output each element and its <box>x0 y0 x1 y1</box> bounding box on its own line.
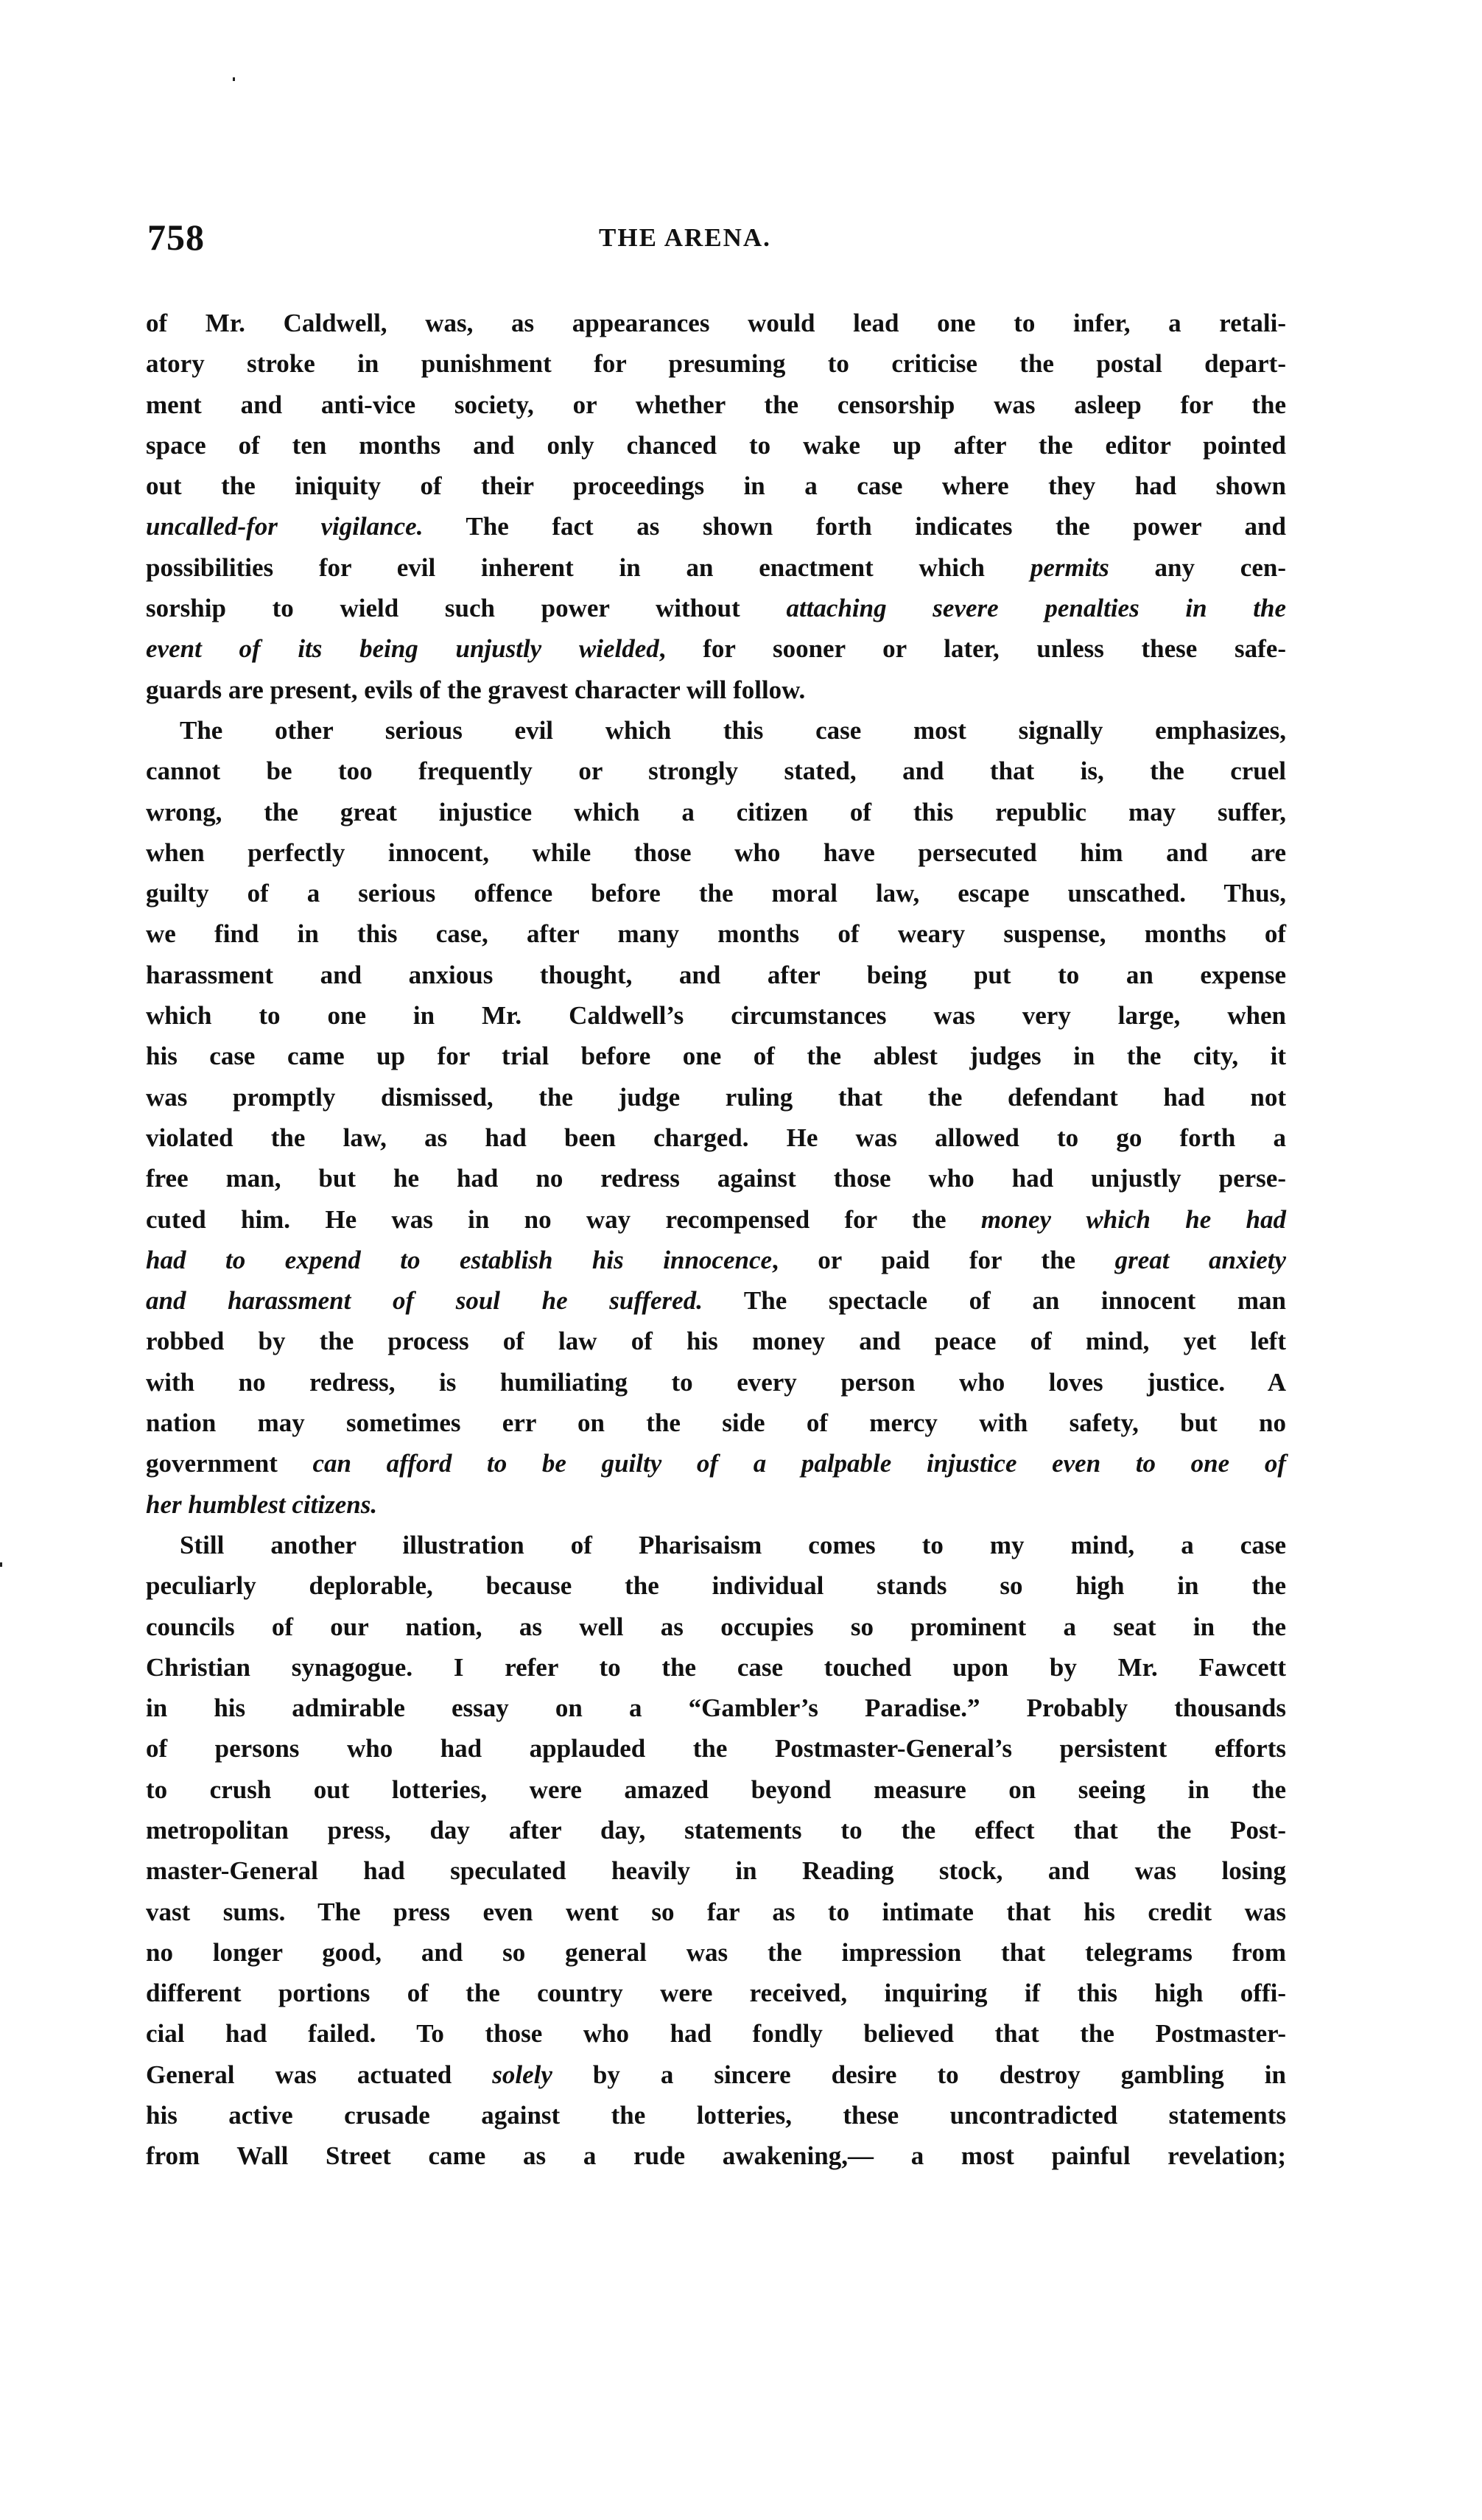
text-run: harassment and anxious thought, and after being put to an expense <box>146 960 1286 989</box>
text-run: government <box>146 1449 313 1478</box>
text-line <box>146 751 1286 791</box>
text-run: his case came up for trial before one of the ablest judges in the city, it <box>146 1042 1286 1071</box>
text-line <box>146 588 1286 628</box>
text-line <box>146 832 1286 873</box>
text-line <box>146 1443 1286 1484</box>
text-run: master-General had speculated heavily in Reading stock, and was losing <box>146 1856 1286 1886</box>
italic-text: event of its being unjustly wielded <box>146 634 659 664</box>
body-text <box>146 303 1286 2177</box>
text-run: councils of our nation, as well as occupies so prominent a seat in the <box>146 1612 1286 1641</box>
text-line <box>146 343 1286 384</box>
paragraph <box>146 303 1286 710</box>
text-run: wrong, the great injustice which a citizen of this republic may suffer, <box>146 797 1286 826</box>
text-run: possibilities for evil inherent in an enactment which <box>146 552 1030 582</box>
text-run: with no redress, is humiliating to every person who loves justice. A <box>146 1367 1286 1397</box>
text-run: cuted him. He was in no way recompensed for the <box>146 1204 981 1234</box>
text-run: The other serious evil which this case most signally emphasizes, <box>180 715 1286 745</box>
text-run: ment and anti-vice society, or whether the censorship was asleep for the <box>146 390 1286 419</box>
text-line <box>146 1973 1286 2013</box>
text-run: of Mr. Caldwell, was, as appearances would lead one to infer, a retali- <box>146 309 1286 337</box>
text-run: nation may sometimes err on the side of mercy with safety, but no <box>146 1408 1286 1438</box>
text-line <box>146 2095 1286 2135</box>
italic-text: solely <box>492 2060 552 2089</box>
text-run: robbed by the process of law of his money and peace of mind, yet left <box>146 1327 1286 1356</box>
italic-text: had to expend to establish his innocence <box>146 1245 773 1274</box>
paragraph <box>146 710 1286 1525</box>
text-run: his active crusade against the lotteries, these uncontradicted statements <box>146 2101 1286 2130</box>
text-line <box>146 547 1286 588</box>
text-run: , for sooner or later, unless these safe- <box>659 634 1286 664</box>
paragraph <box>146 1525 1286 2177</box>
text-line <box>146 955 1286 995</box>
text-line <box>146 1565 1286 1606</box>
text-run: cannot be too frequently or strongly stated, and that is, the cruel <box>146 757 1286 786</box>
text-line <box>146 995 1286 1036</box>
running-head: THE ARENA. <box>599 223 771 252</box>
text-line <box>146 1525 1286 1565</box>
text-run: no longer good, and so general was the impression that telegrams from <box>146 1937 1286 1967</box>
text-run: by a sincere desire to destroy gambling in <box>552 2060 1286 2089</box>
text-line <box>146 1607 1286 1647</box>
text-line <box>146 1117 1286 1158</box>
text-run: different portions of the country were received, inquiring if this high offi- <box>146 1979 1286 2008</box>
text-run: sorship to wield such power without <box>146 594 787 623</box>
text-run: to crush out lotteries, were amazed beyond measure on seeing in the <box>146 1775 1286 1804</box>
italic-text: money which he had <box>980 1204 1287 1234</box>
text-line <box>146 1321 1286 1361</box>
text-run: from Wall Street came as a rude awakening,— a most painful revelation; <box>146 2141 1286 2171</box>
text-run: guilty of a serious offence before the moral law, escape unscathed. Thus, <box>146 879 1286 908</box>
text-line <box>146 710 1286 751</box>
text-line <box>146 2135 1286 2176</box>
italic-text: permits <box>1030 552 1109 582</box>
text-run: cial had failed. To those who had fondly believed that the Postmaster- <box>146 2019 1286 2049</box>
text-line <box>146 2013 1286 2054</box>
text-line <box>146 1892 1286 1932</box>
text-line <box>146 1850 1286 1891</box>
text-run: vast sums. The press even went so far as to intimate that his credit was <box>146 1897 1286 1926</box>
text-run: of persons who had applauded the Postmaster-General’s persistent efforts <box>146 1734 1286 1763</box>
text-line <box>146 506 1286 547</box>
page-header <box>146 215 1285 259</box>
text-line <box>146 913 1286 954</box>
scan-speck <box>0 1562 2 1567</box>
text-run: which to one in Mr. Caldwell’s circumstances was very large, when <box>146 1001 1286 1031</box>
text-run: , or paid for the <box>772 1245 1115 1274</box>
text-run: guards are present, evils of the gravest character will follow. <box>146 675 806 704</box>
text-line <box>146 1362 1286 1403</box>
italic-text: great anxiety <box>1114 1245 1286 1274</box>
text-line <box>146 1688 1286 1728</box>
text-line <box>146 1769 1286 1810</box>
scan-speck <box>233 77 235 81</box>
text-run: The spectacle of an innocent man <box>702 1286 1286 1316</box>
text-run: space of ten months and only chanced to wake up after the editor pointed <box>146 430 1286 460</box>
text-line <box>146 792 1286 832</box>
text-line <box>146 1932 1286 1973</box>
text-run: when perfectly innocent, while those who have persecuted him and are <box>146 838 1286 867</box>
text-line <box>146 1280 1286 1321</box>
text-line <box>146 385 1286 425</box>
text-run: any cen- <box>1109 552 1286 582</box>
text-line <box>146 1158 1286 1198</box>
text-run: The fact as shown forth indicates the power and <box>423 512 1286 541</box>
text-line <box>146 1728 1286 1769</box>
text-run: peculiarly deplorable, because the individual stands so high in the <box>146 1571 1286 1601</box>
italic-text: attaching severe penalties in the <box>786 594 1286 623</box>
text-line <box>146 303 1286 343</box>
italic-text: and harassment of soul he suffered. <box>146 1286 703 1316</box>
text-line <box>146 1403 1286 1443</box>
text-line <box>146 1647 1286 1688</box>
italic-text: her humblest citizens. <box>146 1489 378 1519</box>
text-line <box>146 628 1286 669</box>
text-line <box>146 1036 1286 1076</box>
text-line <box>146 1240 1286 1280</box>
text-run: metropolitan press, day after day, statements to the effect that the Post- <box>146 1815 1286 1845</box>
text-run: Still another illustration of Pharisaism comes to my mind, a case <box>180 1530 1286 1559</box>
text-line <box>146 1484 1286 1525</box>
text-run: violated the law, as had been charged. He was allowed to go forth a <box>146 1123 1286 1152</box>
text-line <box>146 425 1286 466</box>
text-run: in his admirable essay on a “Gambler’s Paradise.” Probably thousands <box>146 1694 1286 1723</box>
text-line <box>146 1199 1286 1240</box>
page-number: 758 <box>147 217 205 258</box>
text-line <box>146 670 1286 710</box>
italic-text: can afford to be guilty of a palpable injustice even to one of <box>312 1449 1286 1478</box>
text-run: free man, but he had no redress against those who had unjustly perse- <box>146 1164 1286 1193</box>
text-run: Christian synagogue. I refer to the case touched upon by Mr. Fawcett <box>146 1652 1286 1682</box>
text-line <box>146 873 1286 913</box>
text-line <box>146 466 1286 506</box>
italic-text: uncalled-for vigilance. <box>146 512 424 541</box>
text-run: atory stroke in punishment for presuming to criticise the postal depart- <box>146 349 1286 379</box>
text-line <box>146 1077 1286 1117</box>
text-run: was promptly dismissed, the judge ruling that the defendant had not <box>146 1082 1286 1112</box>
text-run: we find in this case, after many months of weary suspense, months of <box>146 919 1286 949</box>
text-run: General was actuated <box>146 2060 493 2089</box>
text-run: out the iniquity of their proceedings in a case where they had shown <box>146 471 1286 501</box>
text-line <box>146 1810 1286 1850</box>
text-line <box>146 2054 1286 2095</box>
